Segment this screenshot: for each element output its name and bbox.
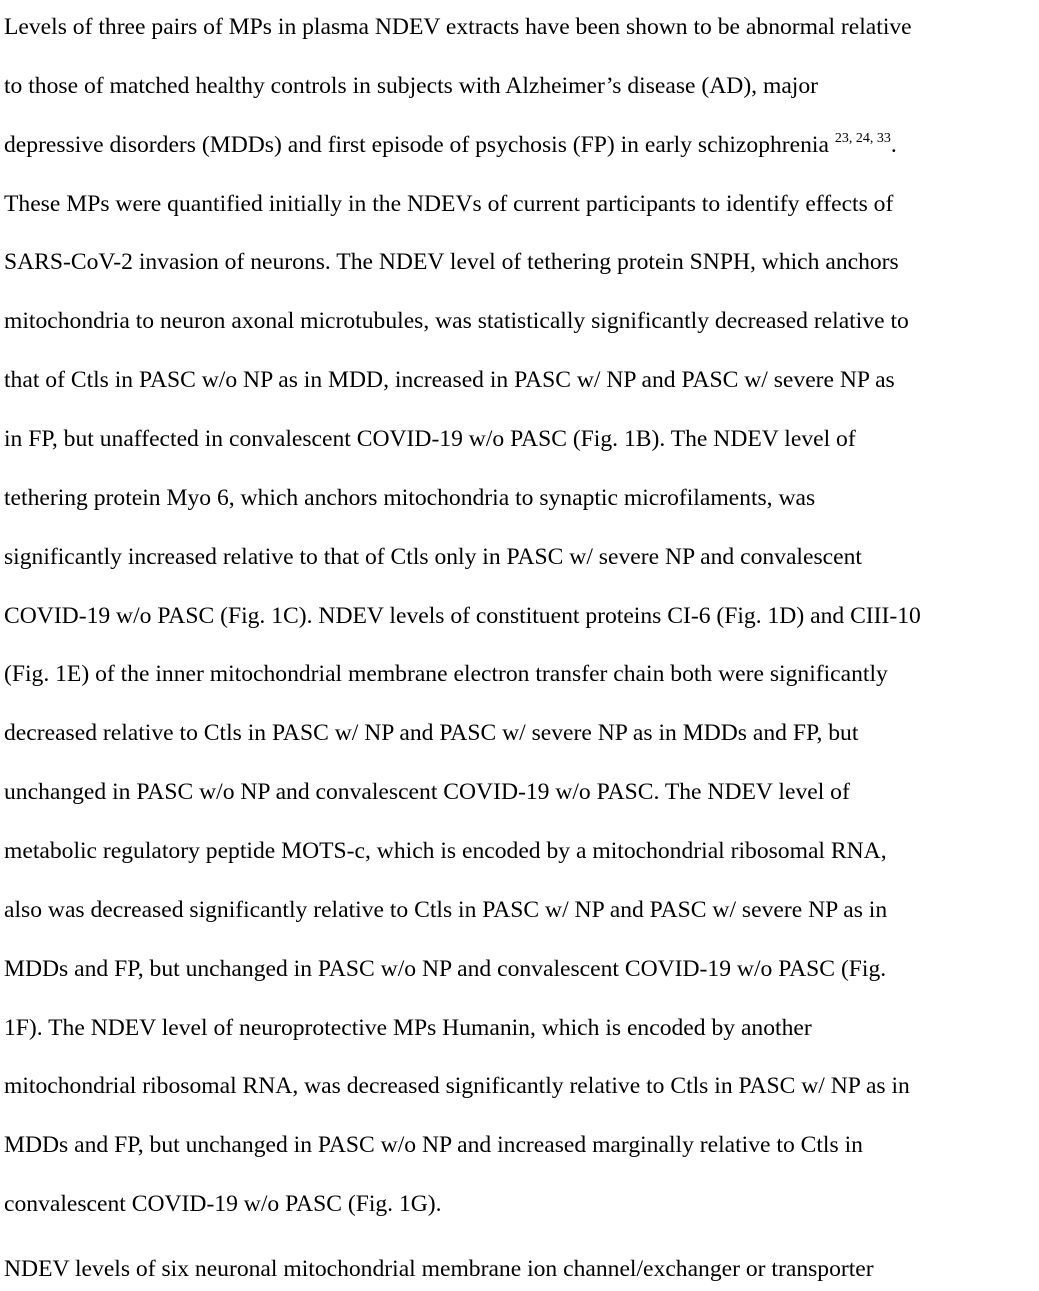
text-line: decreased relative to Ctls in PASC w/ NP and PASC w/ severe NP as in MDDs and FP, but: [4, 720, 859, 747]
text-line: tethering protein Myo 6, which anchors mitochondria to synaptic microfilaments, was: [4, 484, 816, 511]
text-line: convalescent COVID-19 w/o PASC (Fig. 1G).: [4, 1191, 442, 1217]
text-line: MDDs and FP, but unchanged in PASC w/o NP and increased marginally relative to Ctls in: [4, 1132, 863, 1159]
line-text-end: .: [890, 131, 897, 158]
text-line: that of Ctls in PASC w/o NP as in MDD, increased in PASC w/ NP and PASC w/ severe NP as: [4, 367, 895, 394]
text-line: unchanged in PASC w/o NP and convalescent COVID-19 w/o PASC. The NDEV level of: [4, 779, 850, 806]
text-line: metabolic regulatory peptide MOTS-c, which is encoded by a mitochondrial ribosomal RNA,: [4, 837, 887, 864]
line-text: depressive disorders (MDDs) and first episode of psychosis (FP) in early schizophrenia: [4, 131, 835, 158]
text-line: These MPs were quantified initially in the NDEVs of current participants to identify effects of: [4, 190, 894, 217]
text-line: mitochondria to neuron axonal microtubules, was statistically significantly decreased relative to: [4, 308, 909, 335]
text-line: Levels of three pairs of MPs in plasma NDEV extracts have been shown to be abnormal relative: [4, 14, 912, 40]
citation-superscript: 23, 24, 33: [834, 130, 891, 146]
text-line: [4, 130, 897, 164]
text-line: NDEV levels of six neuronal mitochondrial membrane ion channel/exchanger or transporter: [4, 1255, 874, 1282]
text-line: significantly increased relative to that of Ctls only in PASC w/ severe NP and convalescent: [4, 543, 862, 570]
text-line: 1F). The NDEV level of neuroprotective MPs Humanin, which is encoded by another: [4, 1014, 812, 1041]
text-line: mitochondrial ribosomal RNA, was decreased significantly relative to Ctls in PASC w/ NP as in: [4, 1073, 910, 1100]
text-line: COVID-19 w/o PASC (Fig. 1C). NDEV levels of constituent proteins CI-6 (Fig. 1D) and CIII-10: [4, 602, 921, 629]
text-line: (Fig. 1E) of the inner mitochondrial membrane electron transfer chain both were significantly: [4, 661, 888, 688]
text-line: to those of matched healthy controls in subjects with Alzheimer’s disease (AD), major: [4, 72, 819, 99]
text-line: in FP, but unaffected in convalescent COVID-19 w/o PASC (Fig. 1B). The NDEV level of: [4, 426, 856, 452]
text-line: also was decreased significantly relative to Ctls in PASC w/ NP and PASC w/ severe NP as in: [4, 896, 888, 923]
text-line: MDDs and FP, but unchanged in PASC w/o NP and convalescent COVID-19 w/o PASC (Fig.: [4, 955, 887, 982]
text-line: SARS-CoV-2 invasion of neurons. The NDEV level of tethering protein SNPH, which anchors: [4, 249, 899, 276]
